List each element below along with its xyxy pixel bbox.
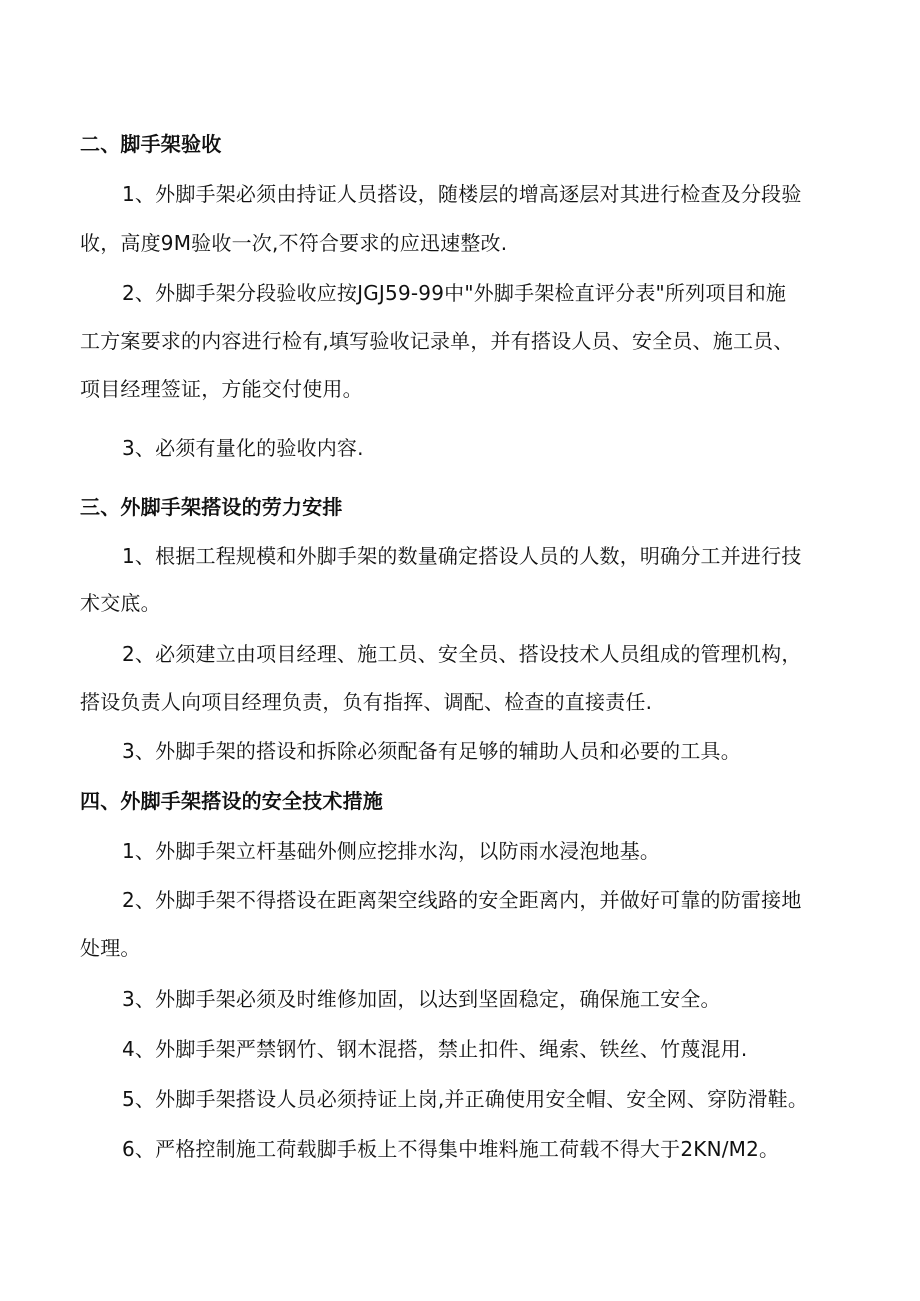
paragraph-line: 工方案要求的内容进行检有,填写验收记录单，并有搭设人员、安全员、施工员、	[80, 329, 794, 353]
paragraph-line: 项目经理签证，方能交付使用。	[80, 377, 363, 401]
paragraph-line: 术交底。	[80, 591, 161, 615]
paragraph-line: 5、外脚手架搭设人员必须持证上岗,并正确使用安全帽、安全网、穿防滑鞋。	[122, 1087, 809, 1111]
paragraph-line: 3、必须有量化的验收内容.	[122, 436, 364, 460]
paragraph-line: 6、严格控制施工荷载脚手板上不得集中堆料施工荷载不得大于2KN/M2。	[122, 1137, 780, 1161]
section-heading: 二、脚手架验收	[80, 132, 222, 156]
paragraph-line: 2、外脚手架分段验收应按JGJ59-99中"外脚手架检直评分表"所列项目和施	[122, 281, 787, 305]
section-heading: 四、外脚手架搭设的安全技术措施	[80, 789, 383, 813]
paragraph-line: 处理。	[80, 936, 141, 960]
paragraph-line: 搭设负责人向项目经理负责，负有指挥、调配、检查的直接责任.	[80, 690, 653, 714]
paragraph-line: 收，高度9M验收一次,不符合要求的应迅速整改.	[80, 231, 508, 255]
paragraph-line: 1、外脚手架必须由持证人员搭设，随楼层的增高逐层对其进行检查及分段验	[122, 182, 802, 206]
paragraph-line: 2、必须建立由项目经理、施工员、安全员、搭设技术人员组成的管理机构，	[122, 642, 802, 666]
paragraph-line: 4、外脚手架严禁钢竹、钢木混搭，禁止扣件、绳索、铁丝、竹蔑混用.	[122, 1037, 748, 1061]
paragraph-line: 3、外脚手架必须及时维修加固，以达到坚固稳定，确保施工安全。	[122, 987, 721, 1011]
section-heading: 三、外脚手架搭设的劳力安排	[80, 495, 343, 519]
paragraph-line: 2、外脚手架不得搭设在距离架空线路的安全距离内，并做好可靠的防雷接地	[122, 888, 802, 912]
paragraph-line: 1、根据工程规模和外脚手架的数量确定搭设人员的人数，明确分工并进行技	[122, 544, 802, 568]
paragraph-line: 1、外脚手架立杆基础外侧应挖排水沟，以防雨水浸泡地基。	[122, 839, 661, 863]
paragraph-line: 3、外脚手架的搭设和拆除必须配备有足够的辅助人员和必要的工具。	[122, 739, 741, 763]
